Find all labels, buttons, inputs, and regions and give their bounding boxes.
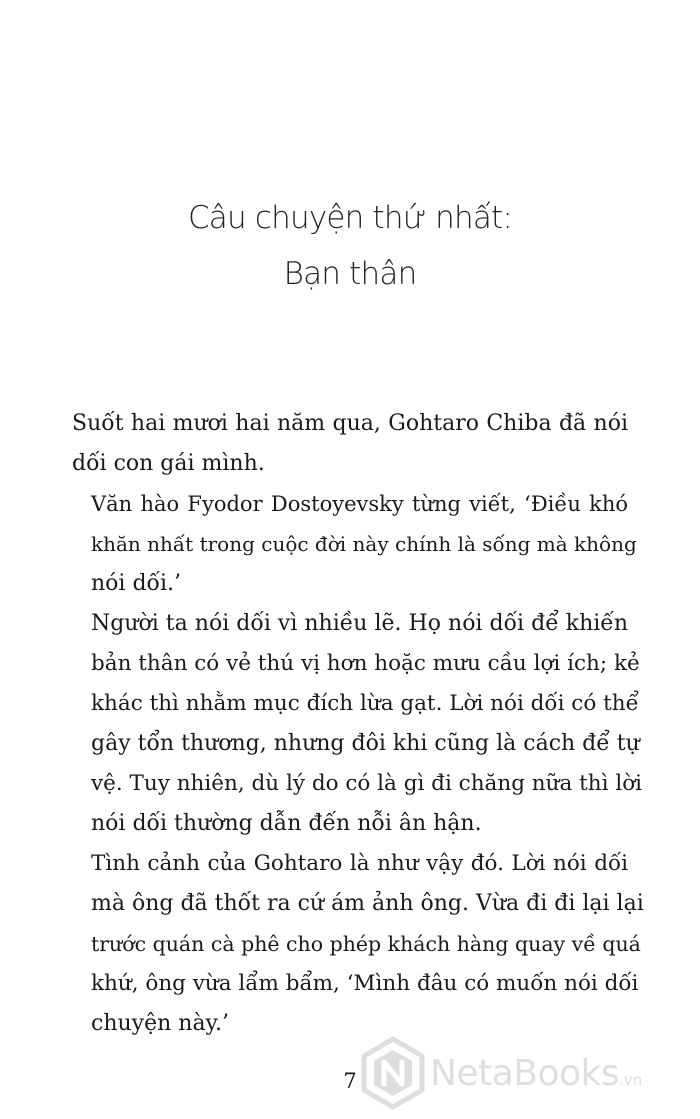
text-line: Tình cảnh của Gohtaro là như vậy đó. Lời nói dối <box>91 851 628 876</box>
paragraph <box>72 404 628 484</box>
text-line: khứ, ông vừa lẩm bẩm, ‘Mình đâu có muốn nói dối <box>91 971 639 996</box>
text-line: khăn nhất trong cuộc đời này chính là sống mà không <box>91 532 637 556</box>
text-line: nói dối thường dẫn đến nỗi ân hận. <box>91 811 482 836</box>
text-line: khác thì nhằm mục đích lừa gạt. Lời nói dối có thể <box>91 691 639 716</box>
text-line: trước quán cà phê cho phép khách hàng quay về quá <box>91 932 641 956</box>
chapter-body <box>72 404 644 1044</box>
text-line: gây tổn thương, nhưng đôi khi cũng là cách để tự <box>91 731 640 756</box>
watermark <box>360 1036 696 1110</box>
page-number: 7 <box>343 1069 357 1093</box>
text-line: dối con gái mình. <box>72 451 265 476</box>
text-line: vệ. Tuy nhiên, dù lý do có là gì đi chăng nữa thì lời <box>91 771 643 796</box>
chapter-title-line-2: Bạn thân <box>283 256 417 292</box>
chapter-title-line-1: Câu chuyện thứ nhất: <box>187 200 513 236</box>
text-line: chuyện này.’ <box>91 1011 230 1036</box>
watermark-text <box>430 1054 642 1100</box>
text-line: bản thân có vẻ thú vị hơn hoặc mưu cầu lợi ích; kẻ <box>91 651 640 676</box>
netabooks-logo-icon <box>360 1036 426 1110</box>
watermark-brand: NetaBooks <box>430 1053 620 1094</box>
text-line: Người ta nói dối vì nhiều lẽ. Họ nói dối để khiến <box>91 611 628 636</box>
paragraph <box>72 604 643 844</box>
text-line: Văn hào Fyodor Dostoyevsky từng viết, ‘Điều khó <box>91 492 628 516</box>
paragraph <box>72 844 644 1044</box>
paragraph <box>72 484 637 604</box>
chapter-title <box>0 190 700 302</box>
text-line: Suốt hai mươi hai năm qua, Gohtaro Chiba đã nói <box>72 411 628 436</box>
text-line: nói dối.’ <box>91 571 182 596</box>
text-line: mà ông đã thốt ra cứ ám ảnh ông. Vừa đi đi lại lại <box>91 891 644 916</box>
watermark-suffix: .vn <box>619 1071 643 1089</box>
